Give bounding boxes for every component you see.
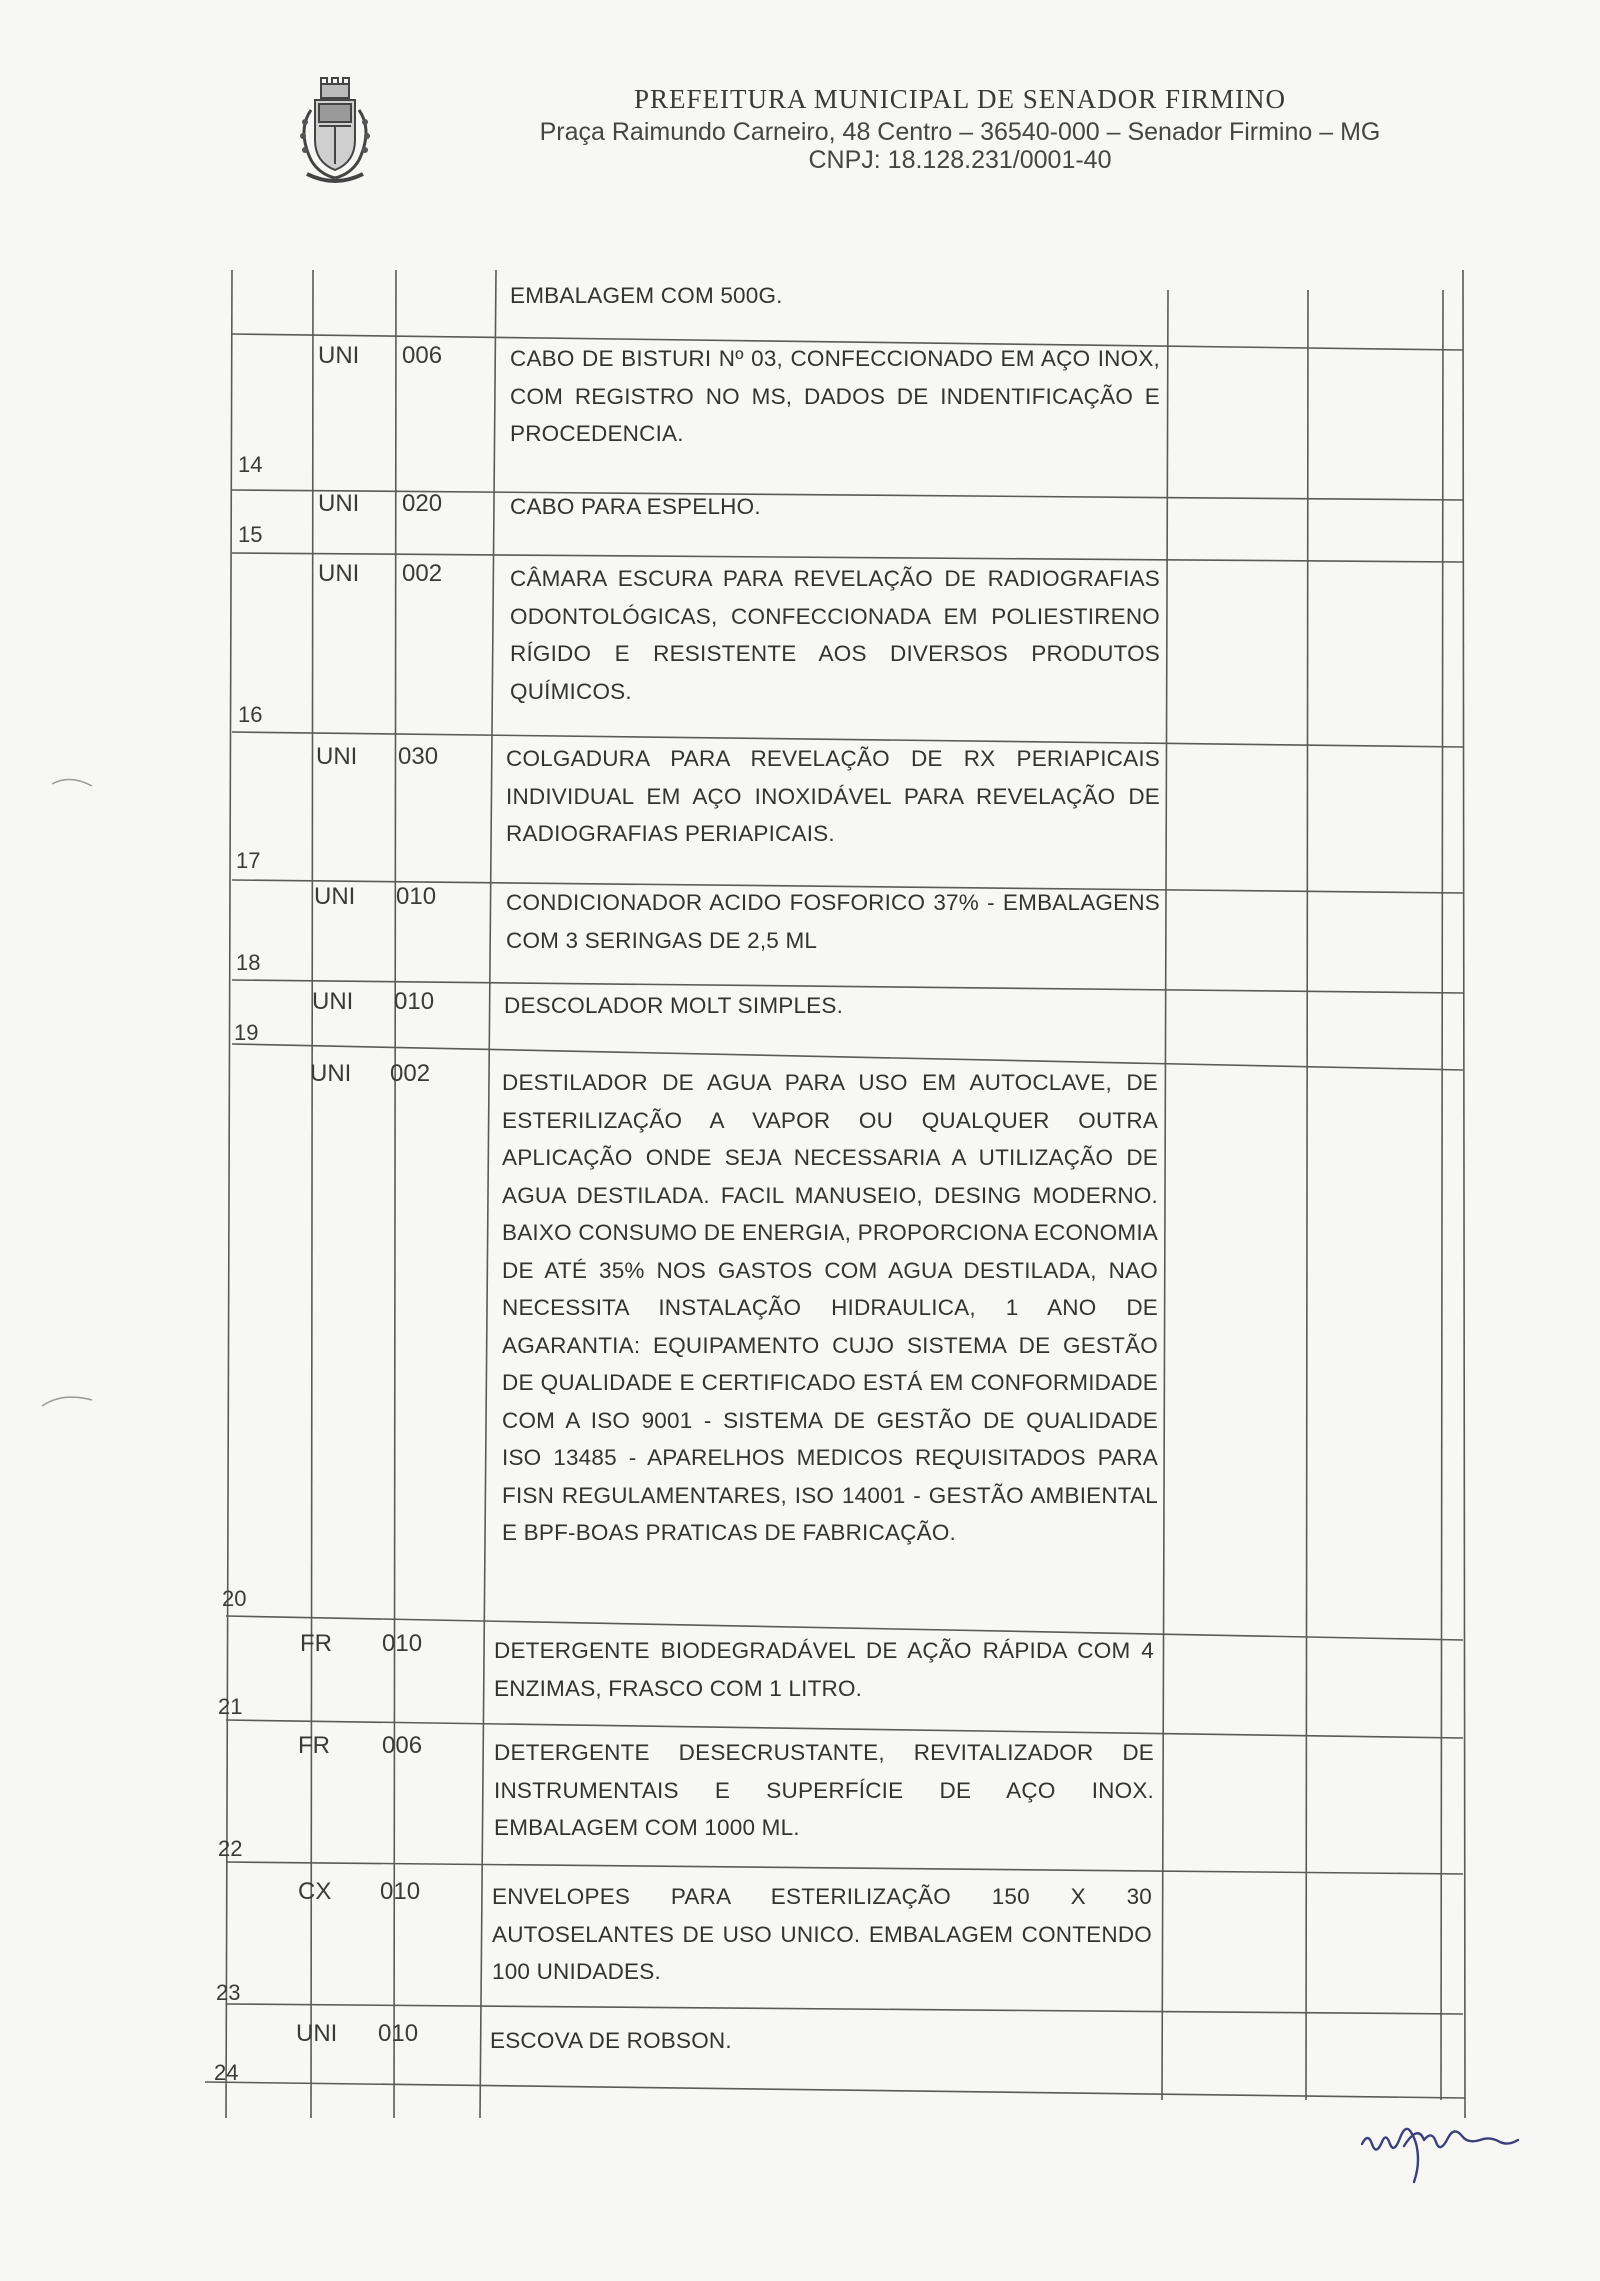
table-row-19-description: DESCOLADOR MOLT SIMPLES.: [504, 993, 844, 1018]
table-row-16-description: CÂMARA ESCURA PARA REVELAÇÃO DE RADIOGRAFIAS ODONTOLÓGICAS, CONFECCIONADA EM POLIESTIRENO RÍGIDO E RESISTENTE AOS DIVERSOS PRODUTOS QUÍMICOS.: [510, 566, 1160, 704]
scan-mark: [40, 1390, 100, 1410]
table-row-18-number: 18: [236, 950, 261, 975]
table-row-19-number: 19: [234, 1020, 259, 1045]
table-row-20-unit: UNI: [310, 1060, 352, 1087]
table-row-15-unit: UNI: [318, 490, 360, 517]
table-row-20-quantity: 002: [390, 1060, 431, 1087]
table-row-15-description: CABO PARA ESPELHO.: [510, 494, 761, 519]
table-row-18-description: CONDICIONADOR ACIDO FOSFORICO 37% - EMBALAGENS COM 3 SERINGAS DE 2,5 ML: [506, 890, 1160, 953]
table-row-14-number: 14: [238, 452, 263, 477]
table-row-18-quantity: 010: [396, 883, 437, 910]
table-row-22-unit: FR: [298, 1732, 330, 1759]
table-row-20-description: DESTILADOR DE AGUA PARA USO EM AUTOCLAVE, DE ESTERILIZAÇÃO A VAPOR OU QUALQUER OUTRA APLICAÇÃO ONDE SEJA NECESSARIA A UTILIZAÇÃO DE AGUA DESTILADA. FACIL MANUSEIO, DESING MODERNO. BAIXO CONSUMO DE ENERGIA, PROPORCIONA ECONOMIA DE ATÉ 35% NOS GASTOS COM AGUA DESTILADA, NAO NECESSITA INSTALAÇÃO HIDRAULICA, 1 ANO DE AGARANTIA: EQUIPAMENTO CUJO SISTEMA DE GESTÃO DE QUALIDADE E CERTIFICADO ESTÁ EM CONFORMIDADE COM A ISO 9001 - SISTEMA DE GESTÃO DE QUALIDADE ISO 13485 - APARELHOS MEDICOS REQUISITADOS PARA FISN REGULAMENTARES, ISO 14001 - GESTÃO AMBIENTAL E BPF-BOAS PRATICAS DE FABRICAÇÃO.: [502, 1070, 1158, 1545]
table-row-23-unit: CX: [298, 1878, 332, 1905]
handwritten-signature-icon: [1350, 2100, 1550, 2190]
table-row-21-description: DETERGENTE BIODEGRADÁVEL DE AÇÃO RÁPIDA COM 4 ENZIMAS, FRASCO COM 1 LITRO.: [494, 1638, 1154, 1701]
table-row-23-description: ENVELOPES PARA ESTERILIZAÇÃO 150 X 30 AUTOSELANTES DE USO UNICO. EMBALAGEM CONTENDO 100 UNIDADES.: [492, 1884, 1152, 1984]
table-row-24-description: ESCOVA DE ROBSON.: [490, 2028, 732, 2053]
table-row-22-number: 22: [218, 1836, 243, 1861]
table-row-22-quantity: 006: [382, 1732, 423, 1759]
table-row-20-number: 20: [222, 1586, 247, 1611]
table-row-14-quantity: 006: [402, 342, 443, 369]
table-row-24-quantity: 010: [378, 2020, 419, 2047]
table-row-17-description: COLGADURA PARA REVELAÇÃO DE RX PERIAPICAIS INDIVIDUAL EM AÇO INOXIDÁVEL PARA REVELAÇÃO DE RADIOGRAFIAS PERIAPICAIS.: [506, 746, 1160, 846]
table-row-17-number: 17: [236, 848, 261, 873]
table-row-16-number: 16: [238, 702, 263, 727]
table-row-23-number: 23: [216, 1980, 241, 2005]
table-row-14-unit: UNI: [318, 342, 360, 369]
table-row-24-unit: UNI: [296, 2020, 338, 2047]
table-row-16-unit: UNI: [318, 560, 360, 587]
table-row-22-description: DETERGENTE DESECRUSTANTE, REVITALIZADOR DE INSTRUMENTAIS E SUPERFÍCIE DE AÇO INOX. EMBALAGEM COM 1000 ML.: [494, 1740, 1154, 1840]
municipality-title: PREFEITURA MUNICIPAL DE SENADOR FIRMINO: [633, 84, 1287, 114]
table-row-0-description: EMBALAGEM COM 500G.: [510, 283, 783, 308]
table-row-21-unit: FR: [300, 1630, 332, 1657]
municipality-address: Praça Raimundo Carneiro, 48 Centro – 36540-000 – Senador Firmino – MG: [539, 118, 1381, 146]
table-row-17-unit: UNI: [316, 743, 358, 770]
municipality-cnpj: CNPJ: 18.128.231/0001-40: [808, 146, 1112, 174]
table-row-19-quantity: 010: [394, 988, 435, 1015]
table-row-17-quantity: 030: [398, 743, 439, 770]
table-row-21-quantity: 010: [382, 1630, 423, 1657]
table-row-23-quantity: 010: [380, 1878, 421, 1905]
table-row-15-number: 15: [238, 522, 263, 547]
table-row-16-quantity: 002: [402, 560, 443, 587]
table-row-21-number: 21: [218, 1694, 243, 1719]
table-row-24-number: 24: [214, 2060, 239, 2085]
table-row-14-description: CABO DE BISTURI Nº 03, CONFECCIONADO EM AÇO INOX, COM REGISTRO NO MS, DADOS DE INDENTIFICAÇÃO E PROCEDENCIA.: [510, 346, 1160, 446]
scan-mark: [50, 770, 100, 790]
table-row-19-unit: UNI: [312, 988, 354, 1015]
table-row-15-quantity: 020: [402, 490, 443, 517]
table-row-18-unit: UNI: [314, 883, 356, 910]
